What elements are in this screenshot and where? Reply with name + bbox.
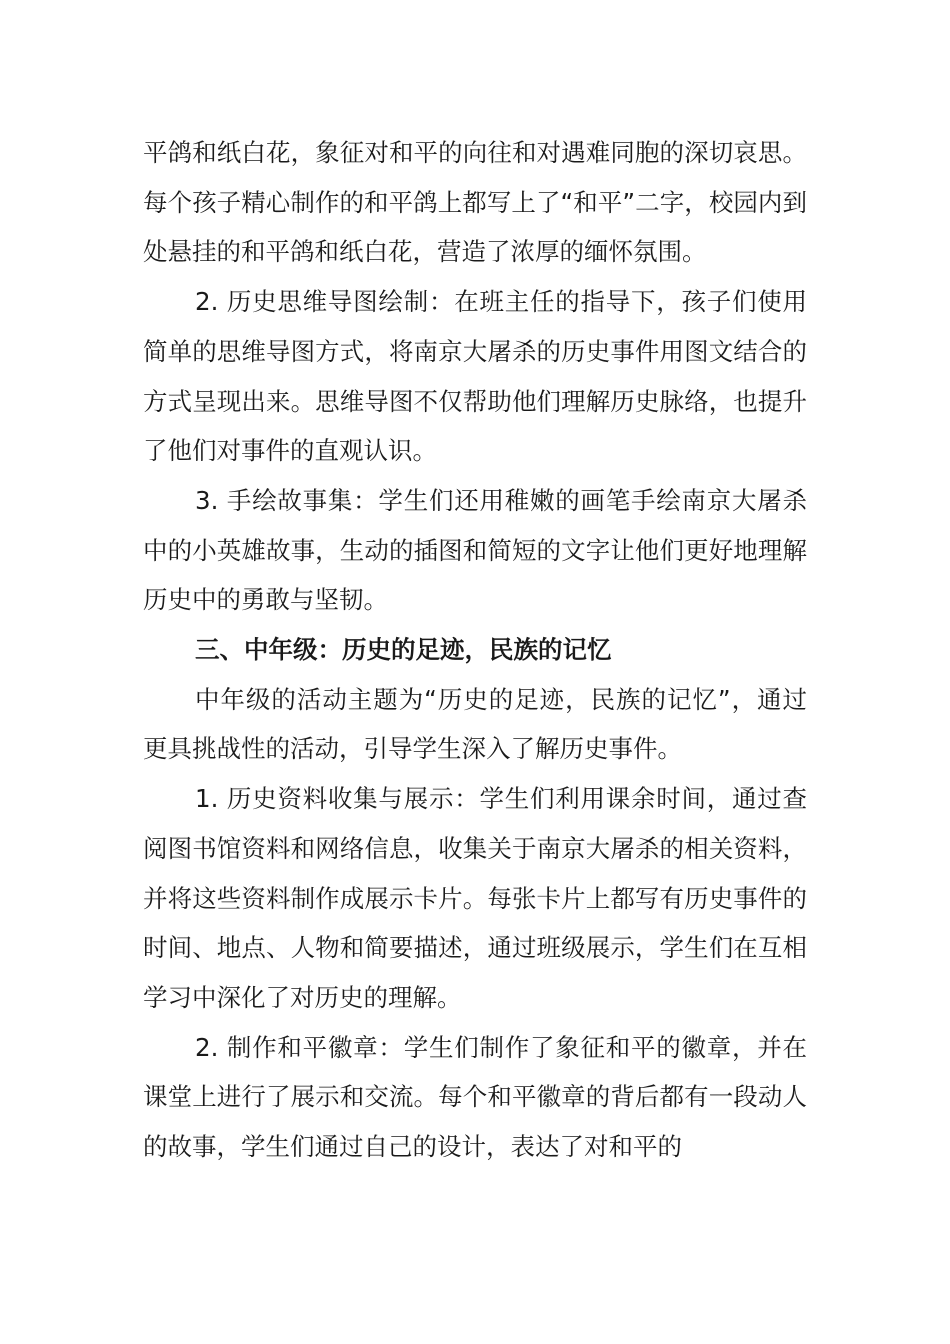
paragraph-continuation: 平鸽和纸白花，象征对和平的向往和对遇难同胞的深切哀思。每个孩子精心制作的和平鸽上都写上了“和平”二字，校园内到处悬挂的和平鸽和纸白花，营造了浓厚的缅怀氛围。	[143, 138, 807, 267]
section-heading: 三、中年级：历史的足迹，民族的记忆	[195, 635, 612, 665]
paragraph-story-collection: 3. 手绘故事集：学生们还用稚嫩的画笔手绘南京大屠杀中的小英雄故事，生动的插图和简短的文字让他们更好地理解历史中的勇敢与坚韧。	[143, 485, 807, 615]
document-body	[143, 128, 807, 1172]
paragraph-materials-display: 1. 历史资料收集与展示：学生们利用课余时间，通过查阅图书馆资料和网络信息，收集关于南京大屠杀的相关资料，并将这些资料制作成展示卡片。每张卡片上都写有历史事件的时间、地点、人物和简要描述，通过班级展示，学生们在互相学习中深化了对历史的理解。	[143, 784, 807, 1012]
paragraph-peace-badge: 2. 制作和平徽章：学生们制作了象征和平的徽章，并在课堂上进行了展示和交流。每个和平徽章的背后都有一段动人的故事，学生们通过自己的设计，表达了对和平的	[143, 1032, 807, 1162]
paragraph-middle-grade-theme: 中年级的活动主题为“历史的足迹，民族的记忆”，通过更具挑战性的活动，引导学生深入了解历史事件。	[143, 684, 807, 764]
paragraph-mind-map: 2. 历史思维导图绘制：在班主任的指导下，孩子们使用简单的思维导图方式，将南京大屠杀的历史事件用图文结合的方式呈现出来。思维导图不仅帮助他们理解历史脉络，也提升了他们对事件的直观认识。	[143, 287, 807, 466]
